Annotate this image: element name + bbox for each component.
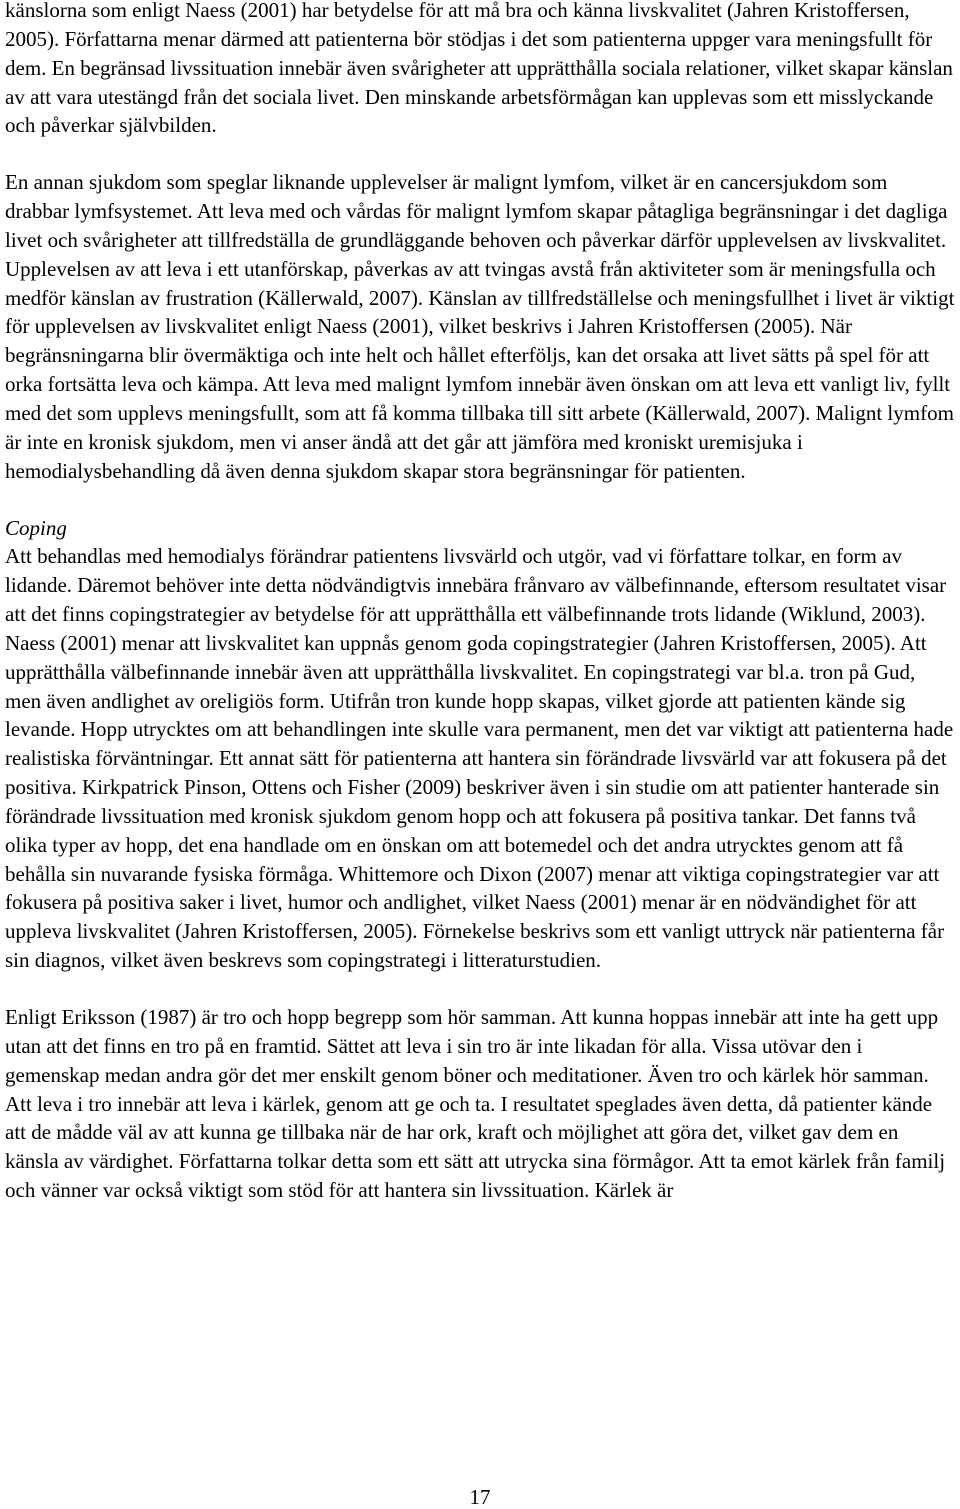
document-page bbox=[5, 0, 955, 1205]
paragraph-coping: Att behandlas med hemodialys förändrar patientens livsvärld och utgör, vad vi författare tolkar, en form av lidande. Däremot behöver inte detta nödvändigtvis innebära frånvaro av välbefinnande, eftersom resultatet visar att det finns copingstrategier av betydelse för att upprätthålla ett välbefinnande trots lidande (Wiklund, 2003). Naess (2001) menar att livskvalitet kan uppnås genom goda copingstrategier (Jahren Kristoffersen, 2005). Att upprätthålla välbefinnande innebär även att upprätthålla livskvalitet. En copingstrategi var bl.a. tron på Gud, men även andlighet av oreligiös form. Utifrån tron kunde hopp skapas, vilket gjorde att patienten kände sig levande. Hopp utrycktes om att behandlingen inte skulle vara permanent, men det var viktigt att patienterna hade realistiska förväntningar. Ett annat sätt för patienterna att hantera sin förändrade livsvärld var att fokusera på det positiva. Kirkpatrick Pinson, Ottens och Fisher (2009) beskriver även i sin studie om att patienter hanterade sin förändrade livssituation med kronisk sjukdom genom hopp och att fokusera på positiva tankar. Det fanns två olika typer av hopp, det ena handlade om en önskan om att botemedel och det andra utrycktes genom att få behålla sin nuvarande fysiska förmåga. Whittemore och Dixon (2007) menar att viktiga copingstrategier var att fokusera på positiva saker i livet, humor och andlighet, vilket Naess (2001) menar är en nödvändighet för att uppleva livskvalitet (Jahren Kristoffersen, 2005). Förnekelse beskrivs som ett vanligt uttryck när patienterna får sin diagnos, vilket även beskrevs som copingstrategi i litteraturstudien. bbox=[5, 544, 954, 973]
page-number: 17 bbox=[469, 1485, 491, 1509]
paragraph-gap bbox=[5, 140, 955, 168]
section-heading-coping: Coping bbox=[5, 515, 67, 540]
paragraph-gap bbox=[5, 486, 955, 514]
paragraph-tro-och-hopp: Enligt Eriksson (1987) är tro och hopp begrepp som hör samman. Att kunna hoppas innebär att inte ha gett upp utan att det finns en tro på en framtid. Sättet att leva i sin tro är inte likadan för alla. Vissa utövar den i gemenskap medan andra gör det mer enskilt genom böner och meditationer. Även tro och kärlek hör samman. Att leva i tro innebär att leva i kärlek, genom att ge och ta. I resultatet speglades även detta, då patienter kände att de mådde väl av att kunna ge tillbaka när de har ork, kraft och möjlighet att göra det, vilket gav dem en känsla av värdighet. Författarna tolkar detta som ett sätt att utrycka sina förmågor. Att ta emot kärlek från familj och vänner var också viktigt som stöd för att hantera sin livssituation. Kärlek är bbox=[5, 1005, 946, 1203]
paragraph-livskvalitet: känslorna som enligt Naess (2001) har betydelse för att må bra och känna livskvalitet (Jahren Kristoffersen, 2005). Författarna menar därmed att patienterna bör stödjas i det som patienterna uppger vara meningsfullt för dem. En begränsad livssituation innebär även svårigheter att upprätthålla sociala relationer, vilket skapar känslan av att vara utestängd från det sociala livet. Den minskande arbetsförmågan kan upplevas som ett misslyckande och påverkar självbilden. bbox=[5, 0, 953, 138]
paragraph-malignt-lymfom: En annan sjukdom som speglar liknande upplevelser är malignt lymfom, vilket är en cancersjukdom som drabbar lymfsystemet. Att leva med och vårdas för malignt lymfom skapar påtagliga begränsningar i det dagliga livet och svårigheter att tillfredställa de grundläggande behoven och påverkar därför upplevelsen av livskvalitet. Upplevelsen av att leva i ett utanförskap, påverkas av att tvingas avstå från aktiviteter som är meningsfulla och medför känslan av frustration (Källerwald, 2007). Känslan av tillfredställelse och meningsfullhet i livet är viktigt för upplevelsen av livskvalitet enligt Naess (2001), vilket beskrivs i Jahren Kristoffersen (2005). När begränsningarna blir övermäktiga och inte helt och hållet efterföljs, kan det orsaka att livet sätts på spel för att orka fortsätta leva och kämpa. Att leva med malignt lymfom innebär även önskan om att leva ett vanligt liv, fyllt med det som upplevs meningsfullt, som att få komma tillbaka till sitt arbete (Källerwald, 2007). Malignt lymfom är inte en kronisk sjukdom, men vi anser ändå att det går att jämföra med kroniskt uremisjuka i hemodialysbehandling då även denna sjukdom skapar stora begränsningar för patienten. bbox=[5, 170, 955, 483]
paragraph-gap bbox=[5, 975, 955, 1003]
